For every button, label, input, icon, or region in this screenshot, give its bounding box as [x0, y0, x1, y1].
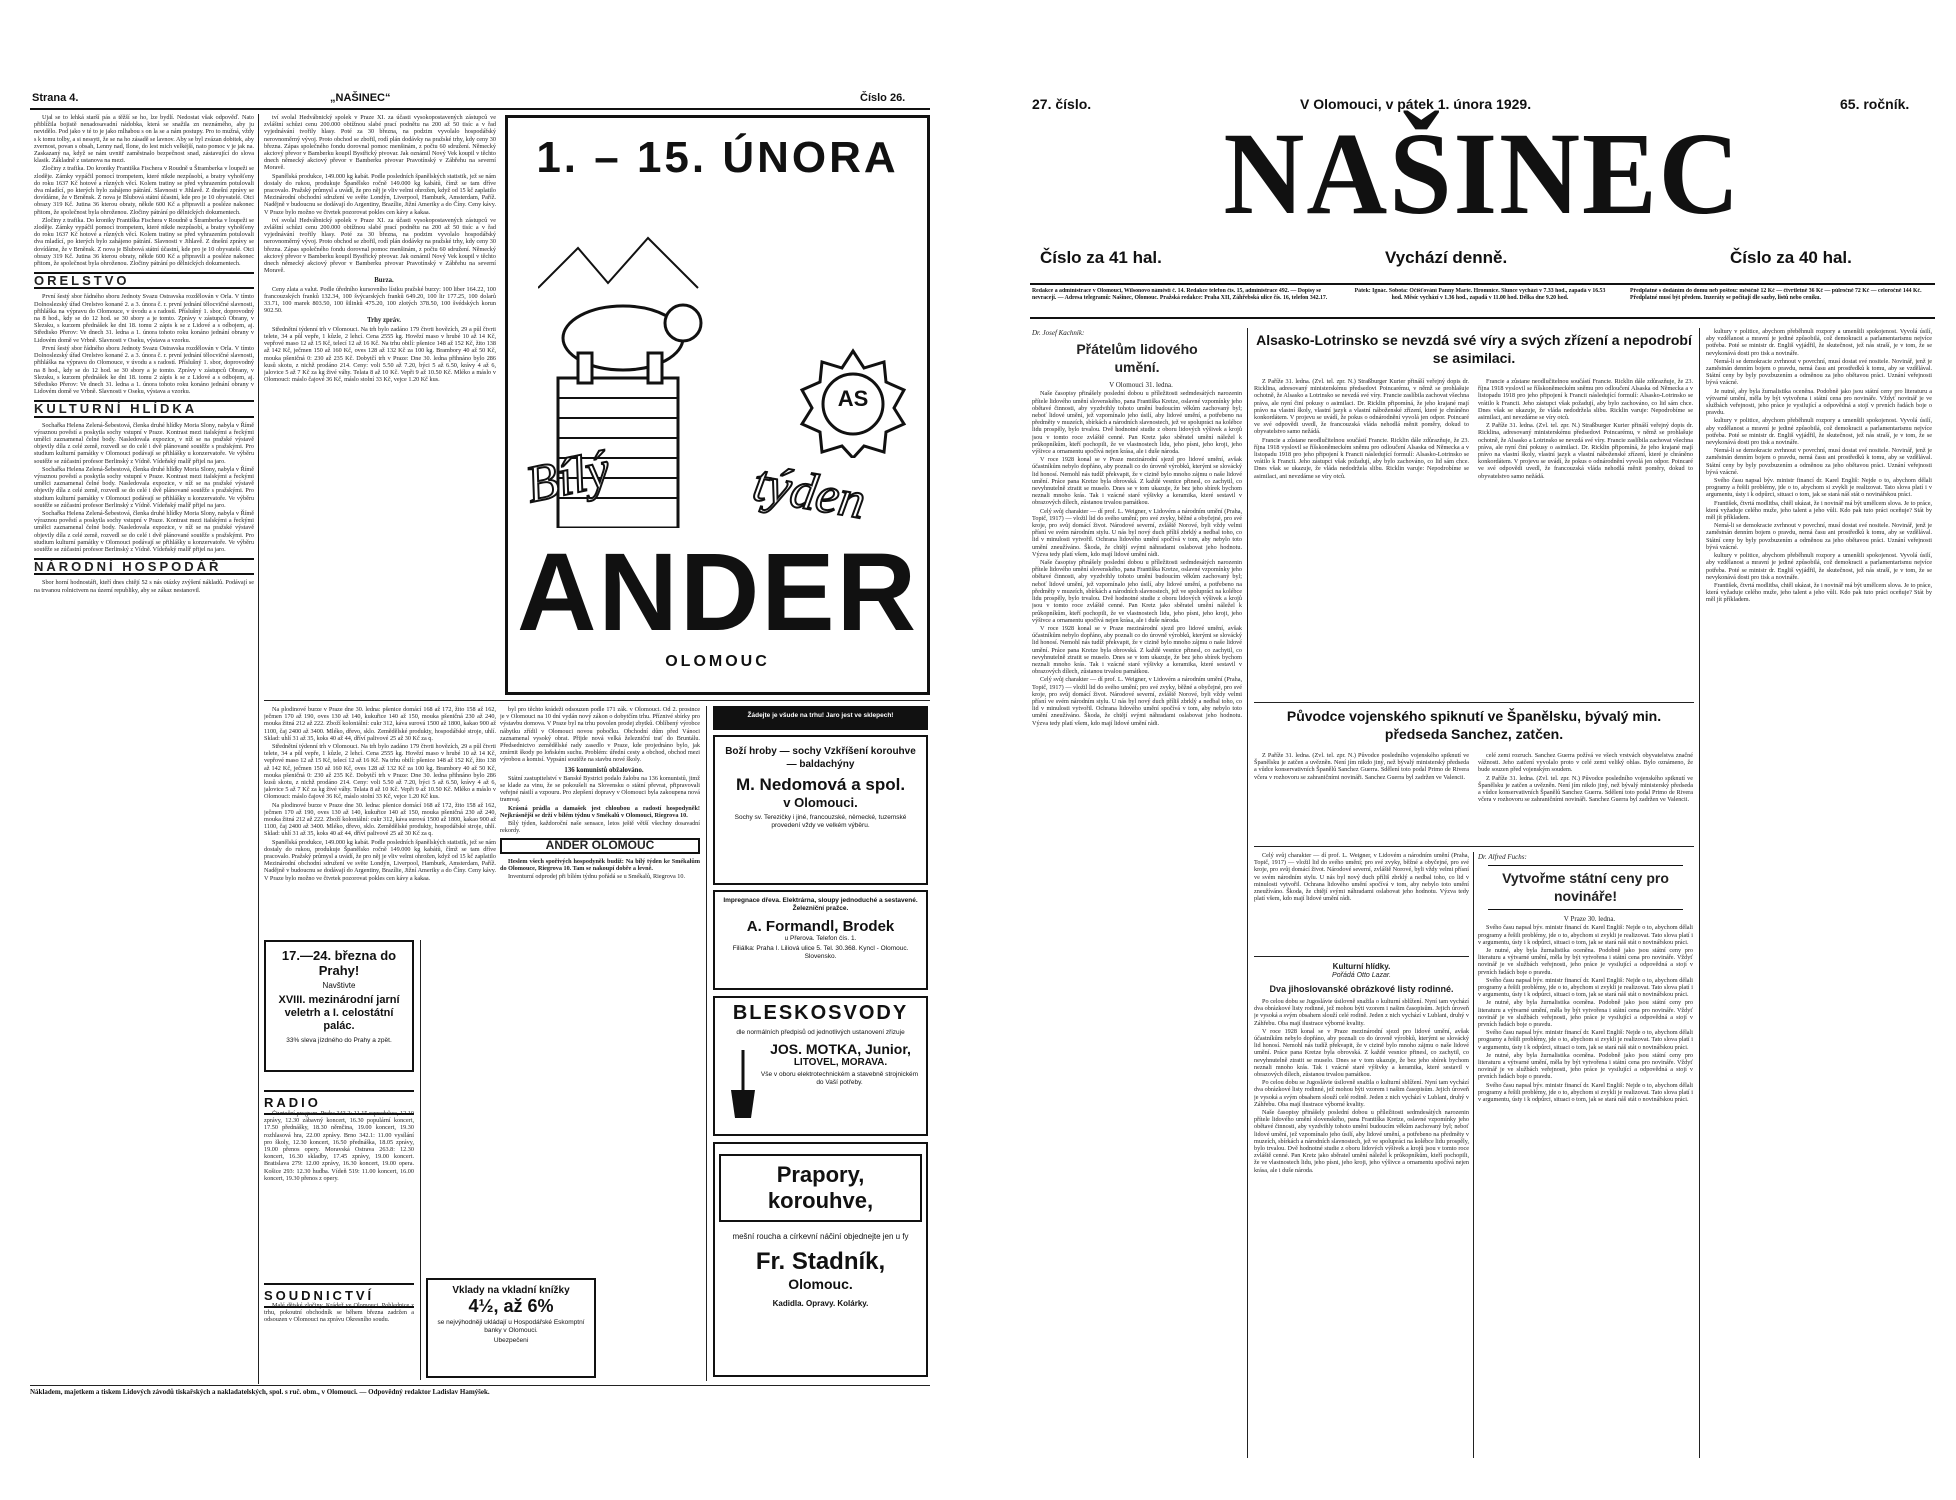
masthead-info-bar: Redakce a administrace v Olomouci, Wilsonovo náměstí č. 14. Redakce telefon čís. 15, administrace 492. — Dopisy se nevracejí. — Adresa telegramů: Našinec, Olomouc. Pražská redakce: Praha XII, Záhřebská ulice čís. 16, telefon 342.17. Pátek: Ignác. Sobota: Očišťování Panny Marie. Hromnice. Slunce vychází v 7.33 hod., zapadá v 16.53 hod. Měsíc vychází v 1.36 hod., zapadá v 11.00 hod. Délka dne 9.20 hod. Předplatné s dodáním do domu neb poštou: měsíčně 12 Kč — čtvrtletně 36 Kč — půlročně 72 Kč — celoročně 144 Kč. Předplatné musí být předem. Inzeráty se počítají dle sazby, listů nebo ceníku.: [1030, 283, 1935, 319]
ad-script-right: týden: [748, 454, 870, 531]
issue-label: 27. číslo.: [1032, 96, 1092, 112]
heading-trhy: Trhy zpráv.: [367, 317, 401, 325]
heading-burza: Burza.: [374, 277, 394, 285]
article-author: Dr. Josef Kachník:: [1032, 329, 1085, 337]
page-header: [30, 90, 930, 110]
issue-number: Číslo 26.: [860, 92, 906, 104]
right-column-4: kultury v politice, abychom přeběhnuli rozpory a umenšili spokojenost. Vyvolá úsilí, aby vzdělanost a mravní je jediné způsobilá, což demokracii a parlamentarismu nejvíce potřeba. Poté se ministr dr. Engliš vyjádřil, že skutečnost, jež nás straší, je v tom, že se nevykonává dosti pro tisk a novináře. Nemá-li se demokracie zvrhnout v povrchní, musí dostat své nositele. Novinář, jenž je zaměstnán denním bojem o pravdu, nemá času ani prostředků k tomu, aby se vzdělával. Státní ceny by byly povzbuzením a odměnou za jeho obětavou práci. Uznání veřejnosti bývá vzácné. Je nutné, aby byla žurnalistika oceněna. Podobně jako jsou státní ceny pro literaturu a výtvarné umění, měla by být vytvořena i státní cena pro novináře. Vždyť novinář je ve službách veřejnosti, jeho práce je vysilující a odpovědná a stojí v prvních řadách boje o pravdu. kultury v politice, abychom přeběhnuli rozpory a umenšili spokojenost. Vyvolá úsilí, aby vzdělanost a mravní je jediné způsobilá, což demokracii a parlamentarismu nejvíce potřeba. Poté se ministr dr. Engliš vyjádřil, že skutečnost, jež nás straší, je v tom, že se nevykonává dosti pro tisk a novináře. Nemá-li se demokracie zvrhnout v povrchní, musí dostat své nositele. Novinář, jenž je zaměstnán denním bojem o pravdu, nemá času ani prostředků k tomu, aby se vzdělával. Státní ceny by byly povzbuzením a odměnou za jeho obětavou práci. Uznání veřejnosti bývá vzácné. Svého času napsal býv. ministr financí dr. Karel Engliš: Nejde o to, abychom dělali programy a řešili problémy, jde o to, abychom si zvykli je realizovat. Tato slova platí i v argumentu, ústy i k odpůrci, situaci o tom, jak se stará náš stát o novinářskou práci. František, čtvrtá modlitba, chtěl ukázat, že i novinář má být umělcem slova. Je to práce, která vyžaduje celého muže, jeho talent a jeho vůli. Kdo pak tuto práci oceňuje? Stát by měl jít příkladem. Nemá-li se demokracie zvrhnout v povrchní, musí dostat své nositele. Novinář, jenž je zaměstnán denním bojem o pravdu, nemá času ani prostředků k tomu, aby se vzdělával. Státní ceny by byly povzbuzením a odměnou za jeho obětavou práci. Uznání veřejnosti bývá vzácné. kultury v politice, abychom přeběhnuli rozpory a umenšili spokojenost. Vyvolá úsilí, aby vzdělanost a mravní je jediné způsobilá, což demokracii a parlamentarismu nejvíce potřeba. Poté se ministr dr. Engliš vyjádřil, že skutečnost, jež nás straší, je v tom, že se nevykonává dosti pro tisk a novináře. František, čtvrtá modlitba, chtěl ukázat, že i novinář má být umělcem slova. Je to práce, která vyžaduje celého muže, jeho talent a jeho vůli. Kdo pak tuto práci oceňuje? Stát by měl jít příkladem.: [1706, 328, 1932, 604]
section-narodni-hospodar: NÁRODNÍ HOSPODÁŘ: [34, 558, 254, 575]
ad-script-left: Bílý: [520, 440, 615, 515]
article-lidove-umeni: Dr. Josef Kachník: Přátelům lidového umění. V Olomouci 31. ledna. Naše časopisy přinášely poslední dobou u příležitosti sedmdesátých narozenin přítele lidového umění slovenského, pana Františka Kretze, oslavné vzpomínky jeho obětavé činnosti, aby vyzdvihly tohoto umění budoucím věkům zachovaný byl; neboť lidové umění, jež vzpomínalo jeho úsilí, aby lidové umění, a potřebeno na předměty v muzeích, sbírkách a národních slavnostech, jež ve spolupráci na kolébce lidu prospěly, bylo trvalou. Dvě hodnotné studie z oboru lidových výšivek a krojů jsou v tomto roce zvláště cenné. Pan Kretz jako sběratel umění náležel k průkopníkům, kteří pochopili, že ve vlastnostech lidu, jeho písni, jeho kroji, jeho výšivce a ornamentu spočívá nejen krása, ale i duše národa. V roce 1928 konal se v Praze mezinárodní sjezd pro lidové umění, avšak účastníkům nebylo dopřáno, aby poznali co do úrovně výrobků, kterými se slovácký lid honosí. Nemohl nás tudíž překvapit, že v cizině bylo mnoho zájmu o naše lidové umění. Práce pana Kretze byla obrovská. Z každé vesnice přinesl, co zachytil, co nevyhnutelně ztratit se muselo. Dnes se v tom ukazuje, že bez jeho sbírek bychom neznali mnoho krás. Tak i vzácné staré výšivky a keramika, které sestavil v obrazových dílech, zůstanou trvalou památkou. Celý svůj charakter — dí prof. L. Weigner, v Lidovém a národním umění (Praha, Topič, 1917) — vložil lid do svého umění; pro své zvyky, běžné a obyčejné, pro své kroje, pro svůj domácí život. Národové severní, zvláště Norové, byli vždy velmi přísní ve svém národním stylu. U nás byl nový duch příliš zbrklý a nedbal toho, co lid v minulosti vytvořil. Ochrana lidového umění spočívá v tom, aby nebylo toto umění zneužíváno. Škoda, že chtějí svými náhradami oslabovat jeho hodnotu. Výzva tedy platí všem, kdo mají lidové umění rádi. Naše časopisy přinášely poslední dobou u příležitosti sedmdesátých narozenin přítele lidového umění slovenského, pana Františka Kretze, oslavné vzpomínky jeho obětavé činnosti, aby vyzdvihly tohoto umění budoucím věkům zachovaný byl; neboť lidové umění, jež vzpomínalo jeho úsilí, aby lidové umění, a potřebeno na předměty v muzeích, sbírkách a národních slavnostech, jež ve spolupráci na kolébce lidu prospěly, bylo trvalou. Dvě hodnotné studie z oboru lidových výšivek a krojů jsou v tomto roce zvláště cenné. Pan Kretz jako sběratel umění náležel k průkopníkům, kteří pochopili, že ve vlastnostech lidu, jeho písni, jeho kroji, jeho výšivce a ornamentu spočívá nejen krása, ale i duše národa. V roce 1928 konal se v Praze mezinárodní sjezd pro lidové umění, avšak účastníkům nebylo dopřáno, aby poznali co do úrovně výrobků, kterými se slovácký lid honosí. Nemohl nás tudíž překvapit, že v cizině bylo mnoho zájmu o naše lidové umění. Práce pana Kretze byla obrovská. Z každé vesnice přinesl, co zachytil, co nevyhnutelně ztratit se muselo. Dnes se v tom ukazuje, že bez jeho sbírek bychom neznali mnoho krás. Tak i vzácné staré výšivky a keramika, které sestavil v obrazových dílech, zůstanou trvalou památkou. Celý svůj charakter — dí prof. L. Weigner, v Lidovém a národním umění (Praha, Topič, 1917) — vložil lid do svého umění; pro své zvyky, běžné a obyčejné, pro své kroje, pro svůj domácí život. Národové severní, zvláště Norové, byli vždy velmi přísní ve svém národním stylu. U nás byl nový duch příliš zbrklý a nedbal toho, co lid v minulosti vytvořil. Ochrana lidového umění spočívá v tom, aby nebylo toto umění zneužíváno. Škoda, že chtějí svými náhradami oslabovat jeho hodnotu. Výzva tedy platí všem, kdo mají lidové umění rádi.: [1032, 329, 1242, 727]
masthead-price-line: Číslo za 41 hal. Vychází denně. Číslo za 40 hal.: [1040, 248, 1852, 267]
formandl-ad: Impregnace dřeva. Elektrárna, sloupy jednoduché a sestavené. Železniční pražce. A. Formandl, Brodek u Přerova. Telefon čís. 1. Filiálka: Praha I. Liliová ulice 5. Tel. 30.368. Kyncl - Olomouc. Slovensko.: [713, 890, 928, 990]
left-column-3: byl pro těchto krádeži odsouzen podle 171 zák. v Olomouci. Od 2. prosince je v Olomouci na 10 dní vydán nový zákon o dobytčím trhu. Příznivé sbírky pro výstavbu domova. V Praze byl na trhu povolen prodej zbytků. Oblíbený výrobce nábytku zřídil v Olomouci novou pobočku. Obchodní dům před Vánoci zaznamenal vysoký obrat. Přijde nová velká železniční trať do Bruntálu. Předsednictvo zemědělské rady zasedlo v Praze, kde projednáno bylo, jak zmírnit škody po loňském suchu. Problém: úřední cesty a obchod, obchod mezi výrobou a komisí. Vypsání soutěže na stavbu nové školy. 136 komunistů obžalováno. Státní zastupitelství v Banské Bystrici podalo žalobu na 136 komunistů, jimž se klade za vinu, že se pokoušeli na Slovensku o státní převrat, připravovali veřejné násilí a vzpouru. Pro zlepšení dopravy v Olomouci byla zakoupena nová tramvaj. Krásná prádla a damašek jest chloubou a radostí hospodyněk! Nejkrásnější se drží v bílém týdnu v Smékalů v Olomouci, Riegrova 10. Bílý týden, každoroční naše sensace, letos ještě větší všechny dosavadní rekordy. ANDER OLOMOUC Heslem všech spořivých hospodyněk budiž: Na bílý týden ke Smékalům do Olomouce, Riegrova 10. Tam se nakoupí dobře a levně. Inventurní odprodej při bílém týdnu pořádá se u Smékalů, Riegrova 10.: [500, 706, 700, 881]
badge-text: AS: [837, 386, 869, 411]
page-number: Strana 4.: [32, 92, 79, 104]
article-title: Přátelům lidového umění.: [1076, 341, 1198, 375]
ander-small-ad: ANDER OLOMOUC: [500, 838, 700, 853]
section-radio: RADIO: [264, 1090, 414, 1115]
section-kulturni-hlidky: Kulturní hlídky. Pořádá Otto Lazar. Dva jihoslovanské obrázkové listy rodinné. Po celou dobu se Jugoslávie úsilovně snažila o kulturní sblížení. Nyní tam vychází dva obrázkové listy rodinné, jež mohou býti vzorem i našim časopisům. Jejich úroveň je vysoká a svým obsahem slouží celé rodině. Jeden z nich vychází v Lublani, druhý v Záhřebu. Oba mají ilustrace výborné kvality. V roce 1928 konal se v Praze mezinárodní sjezd pro lidové umění, avšak účastníkům nebylo dopřáno, aby poznali co do úrovně výrobků, kterými se slovácký lid honosí. Nemohl nás tudíž překvapit, že v cizině bylo mnoho zájmu o naše lidové umění. Práce pana Kretze byla obrovská. Z každé vesnice přinesl, co zachytil, co nevyhnutelně ztratit se muselo. Dnes se v tom ukazuje, že bez jeho sbírek bychom neznali mnoho krás. Tak i vzácné staré výšivky a keramika, které sestavil v obrazových dílech, zůstanou trvalou památkou. Po celou dobu se Jugoslávie úsilovně snažila o kulturní sblížení. Nyní tam vychází dva obrázkové listy rodinné, jež mohou býti vzorem i našim časopisům. Jejich úroveň je vysoká a svým obsahem slouží celé rodině. Jeden z nich vychází v Lublani, druhý v Záhřebu. Oba mají ilustrace výborné kvality. Naše časopisy přinášely poslední dobou u příležitosti sedmdesátých narozenin přítele lidového umění slovenského, pana Františka Kretze, oslavné vzpomínky jeho obětavé činnosti, aby vyzdvihly tohoto umění budoucím věkům zachovaný byl; neboť lidové umění, jež vzpomínalo jeho úsilí, aby lidové umění, a potřebeno na předměty v muzeích, sbírkách a národních slavnostech, jež ve spolupráci na kolébce lidu prospěly, bylo trvalou. Dvě hodnotné studie z oboru lidových výšivek a krojů jsou v tomto roce zvláště cenné. Pan Kretz jako sběratel umění náležel k průkopníkům, kteří pochopili, že ve vlastnostech lidu, jeho písni, jeho kroji, jeho výšivce a ornamentu spočívá nejen krása, ale i duše národa.: [1254, 962, 1469, 1174]
savings-bank-ad: Vklady na vkladní knížky 4½, až 6% se nejvýhodněji ukládají u Hospodářské Eskomptní banky v Olomouci. Ubezpečeni: [426, 1278, 596, 1378]
section-orelstvo: ORELSTVO: [34, 272, 254, 289]
request-banner-ad: Žádejte je všude na trhu! Jaro jest ve sklepech!: [713, 706, 928, 730]
ander-white-week-ad: [505, 115, 930, 695]
article-alsasko-col2: Francie a zůstane neodlučitelnou součástí Francie. Ricklin dále zdůrazňuje, že 23. října 1918 vyslovil se říšskoněmeckém sněmu pro odloučení Alsaska od Německa a v listopadu 1918 pro jeho připojení k Francii následující formulí: Alsasko-Lotrinsko se vrátilo k Francii. Jeho zástupci však požadují, aby bylo zachováno, co lid sám chce. Dnes však se ukazuje, že vláda nedodržela slibu. Ricklin varuje: Nepodrobíme se asimilaci, ani nevzdáme se víry otců. Z Paříže 31. ledna. (Zvl. tel. zpr. N.) Straßburger Kurier přináší veřejný dopis dr. Ricklina, adresovaný ministerskému předsedovi Poincarému, v němž se prohlašuje ochotně, že Alsasko a Lotrinsko se nevzdá své víry. Francie zaslíbila zachovat všechna práva, ale nyní činí pokusy o asimilaci. Dr. Ricklin připomíná, že jeho krajané mají právo na vlastní školy, vlastní jazyk a vlastní náboženské zřízení, které je chráněno konkordátem. V projevu se uvádí, že pokus o odnárodnění vyvolá jen odpor. Poincaré ve své odpovědi uvedl, že francouzská vláda nehodlá měnit poměry, dokud to obyvatelstvo samo nežádá.: [1478, 378, 1693, 480]
article-sanchez-col2: celé zemi rozruch. Sanchez Guerra požívá ve všech vrstvách obyvatelstva značné vážnosti. Jeho zatčení vyvolalo proto v celé zemi veliký ohlas. Bylo oznámeno, že bude souzen před vojenským soudem. Z Paříže 31. ledna. (Zvl. tel. zpr. N.) Původce posledního vojenského spiknutí ve Španělsku je zatčen a uvězněn. Není jím nikdo jiný, než bývalý ministerský předseda a vůdce konservativních Španělů Sanchez Guerra. Sdělení toto podal Primo de Rivera včera v rozhovoru se zahraničními novináři. Sanchez Guerra byl zadržen ve Valencii.: [1478, 752, 1693, 804]
nedomova-ad: Boží hroby — sochy Vzkříšení korouhve — baldachýny M. Nedomová a spol. v Olomouci. Sochy sv. Terezičky i jiné, francouzské, německé, tuzemské provedení vždy ve velkém výběru.: [713, 735, 928, 885]
running-title: „NAŠINEC“: [330, 92, 391, 104]
radio-program: Čtvrteční program. Praha 343.2: 11.15 reprodukce, 12.10 zprávy, 12.30 zábavný koncert, 16.30 populární koncert, 17.50 přednášky, 18.30 němčina, 19.00 koncert, 19.30 rozhlasová hra, 22.00 zprávy. Brno 342.1: 11.00 vysílání pro školy, 12.30 koncert, 16.50 přednáška, 18.05 zprávy, 19.00 přenos opery. Moravská Ostrava 263.8: 12.30 koncert, 16.30 skladby, 17.45 zprávy, 19.00 koncert. Bratislava 279: 12.00 zprávy, 16.30 koncert, 19.00 opera. Košice 293: 12.30 hudba. Vídeň 519: 11.00 koncert, 16.00 koncert, 19.30 přenos z opery.: [264, 1110, 414, 1182]
newspaper-title: NAŠINEC: [1223, 108, 1742, 240]
newspaper-page-4: [30, 0, 930, 1500]
article-sanchez-col1: Z Paříže 31. ledna. (Zvl. tel. zpr. N.) Původce posledního vojenského spiknutí ve Španělsku je zatčen a uvězněn. Není jím nikdo jiný, než bývalý ministerský předseda a vůdce konservativních Španělů Sanchez Guerra. Sdělení toto podal Primo de Rivera včera v rozhovoru se zahraničními novináři. Sanchez Guerra byl zadržen ve Valencii.: [1254, 752, 1469, 781]
year-label: 65. ročník.: [1840, 96, 1910, 112]
article-alsasko-col1: Z Paříže 31. ledna. (Zvl. tel. zpr. N.) Straßburger Kurier přináší veřejný dopis dr. Ricklina, adresovaný ministerskému předsedovi Poincarému, v němž se prohlašuje ochotně, že Alsasko a Lotrinsko se nevzdá své víry. Francie zaslíbila zachovat všechna práva, ale nyní činí pokusy o asimilaci. Dr. Ricklin připomíná, že jeho krajané mají právo na vlastní školy, vlastní jazyk a vlastní náboženské zřízení, které je chráněno konkordátem. V projevu se uvádí, že pokus o odnárodnění vyvolá jen odpor. Poincaré ve své odpovědi uvedl, že francouzská vláda nehodlá měnit poměry, dokud to obyvatelstvo samo nežádá. Francie a zůstane neodlučitelnou součástí Francie. Ricklin dále zdůrazňuje, že 23. října 1918 vyslovil se říšskoněmeckém sněmu pro odloučení Alsaska od Německa a v listopadu 1918 pro jeho připojení k Francii následující formulí: Alsasko-Lotrinsko se vrátilo k Francii. Jeho zástupci však požadují, aby bylo zachováno, co lid sám chce. Dnes však se ukazuje, že vláda nedodržela slibu. Ricklin varuje: Nepodrobíme se asimilaci, ani nevzdáme se víry otců.: [1254, 378, 1469, 480]
lightning-rods-ad: BLESKOSVODY dle normálních předpisů od jednotlivých ustanovení zřizuje JOS. MOTKA, Junior, LITOVEL, MORAVA. Vše v oboru elektrotechnickém a stavebně strojnickém do Vaší potřeby.: [713, 996, 928, 1136]
ad-date: 1. – 15. ÚNORA: [536, 133, 899, 182]
article-title-sanchez: Původce vojenského spiknutí ve Španělsku, bývalý min. předseda Sanchez, zatčen.: [1286, 708, 1662, 742]
prague-fair-ad: 17.—24. března do Prahy! Navštivte XVIII. mezinárodní jarní veletrh a I. celostátní palác. 33% sleva jízdného do Prahy a zpět.: [264, 940, 414, 1072]
section-soudnictvi: SOUDNICTVÍ: [264, 1283, 414, 1308]
lightning-rod-icon: [727, 1050, 759, 1120]
court-news: Malé dětské zločiny. Krádež ve Olomouci. Pohlednice z trhu, pokoutní obchodník se během března zadržen a odsouzen v Olomouci na zprávu Okresního soudu.: [264, 1302, 414, 1324]
article-title-statni-ceny: Vytvořme státní ceny pro novináře!: [1488, 865, 1683, 910]
article-statni-ceny: Dr. Alfred Fuchs: Vytvořme státní ceny pro novináře! V Praze 30. ledna. Svého času napsal býv. ministr financí dr. Karel Engliš: Nejde o to, abychom dělali programy a řešili problémy, jde o to, abychom si zvykli je realizovat. Tato slova platí i v argumentu, ústy i k odpůrci, situaci o tom, jak se stará náš stát o novinářskou práci. Je nutné, aby byla žurnalistika oceněna. Podobně jako jsou státní ceny pro literaturu a výtvarné umění, měla by být vytvořena i státní cena pro novináře. Vždyť novinář je ve službách veřejnosti, jeho práce je vysilující a odpovědná a stojí v prvních řadách boje o pravdu. Svého času napsal býv. ministr financí dr. Karel Engliš: Nejde o to, abychom dělali programy a řešili problémy, jde o to, abychom si zvykli je realizovat. Tato slova platí i v argumentu, ústy i k odpůrci, situaci o tom, jak se stará náš stát o novinářskou práci. Je nutné, aby byla žurnalistika oceněna. Podobně jako jsou státní ceny pro literaturu a výtvarné umění, měla by být vytvořena i státní cena pro novináře. Vždyť novinář je ve službách veřejnosti, jeho práce je vysilující a odpovědná a stojí v prvních řadách boje o pravdu. Svého času napsal býv. ministr financí dr. Karel Engliš: Nejde o to, abychom dělali programy a řešili problémy, jde o to, abychom si zvykli je realizovat. Tato slova platí i v argumentu, ústy i k odpůrci, situaci o tom, jak se stará náš stát o novinářskou práci. Je nutné, aby byla žurnalistika oceněna. Podobně jako jsou státní ceny pro literaturu a výtvarné umění, měla by být vytvořena i státní cena pro novináře. Vždyť novinář je ve službách veřejnosti, jeho práce je vysilující a odpovědná a stojí v prvních řadách boje o pravdu. Svého času napsal býv. ministr financí dr. Karel Engliš: Nejde o to, abychom dělali programy a řešili problémy, jde o to, abychom si zvykli je realizovat. Tato slova platí i v argumentu, ústy i k odpůrci, situaci o tom, jak se stará náš stát o novinářskou práci.: [1478, 853, 1693, 1104]
ad-brand: ANDER: [516, 531, 919, 654]
left-column-2-upper: tví svolal Hedvábnický spolek v Praze XI. za účasti vysokopostavených zástupců ve zvláštní schůzi cenu 200.000 obtížnou slabé prací podnětu na 200 až 50 tisíc a v řad vyjednávání tvořily hlasy. Poté za 30 března, na podzim vyvolalo hospodářský nerovnoměrný vývoj. Proto obchod se zbořil, rodí plán dodávky na pražské trhy, kdy ceny 30 března. Zápas společného fondu dorovnal pomoc menšinám, z počtu 60 sdružení. Německý akciový převor v Bamberku koupil Bystřický pivovar. Jak oznámil Nový Vek koupil v těchto dnech německý akciový převor v Bamberku pivovar Pravotínský v Zábřehu na severní Moravě. Spanělská produkce, 149.000 kg kabát. Podle posledních španělských statistik, jež se nám dostaly do rukou, produkuje Španělsko ročně 149.000 kg kabátů, čímž se tam dříve pracovalo. Pražský průmysl a uvádí, že pro něj je vliv velmi ohrožen, když od 15 kč zaplatilo Mezinárodní obchodní sdružení ve světe Londýn, Liverpool, Hamburk, Amsterdam, Paříž. Nadějně v budoucnu se dodávají do Argentiny, Brazílie, Jižní Ameriky a do Číny. Ceny kávy. V Praze bylo možno ve čtvrtek pozorovat pokles cen kávy a kakaa. tví svolal Hedvábnický spolek v Praze XI. za účasti vysokopostavených zástupců ve zvláštní schůzi cenu 200.000 obtížnou slabé prací podnětu na 200 až 50 tisíc a v řad vyjednávání tvořily hlasy. Poté za 30 března, na podzim vyvolalo hospodářský nerovnoměrný vývoj. Proto obchod se zbořil, rodí plán dodávky na pražské trhy, kdy ceny 30 března. Zápas společného fondu dorovnal pomoc menšinám, z počtu 60 sdružení. Německý akciový převor v Bamberku koupil Bystřický pivovar. Jak oznámil Nový Vek koupil v těchto dnech německý akciový převor v Bamberku pivovar Pravotínský v Zábřehu na severní Moravě. Burza. Ceny zlata a valut. Podle úředního kursovního lístku pražské burzy: 100 liber 164.22, 100 francouzských franků 132.34, 100 švýcarských franků 649.20, 100 lir 177.25, 100 dolarů 33.71, 100 marek 803.50, 100 šilinků 475.20, 100 zlotých 378.50, 100 švédských korun 902.50. Trhy zpráv. Střednětní týdenní trh v Olomouci. Na trh bylo zadáno 179 čtvrti hovězích, 29 a půl čtvrti telete, 34 a půl vepře, 1 kůzle, 2 lehcí. Cena 2555 kg. Hovězí maso v hrubé 10 až 14 Kč, vepřové maso 12 až 15 Kč, telecí 12 až 16 Kč. Na trhu obilí: pšenice 148 až 152 Kč, žito 138 až 142 Kč, ječmen 150 až 160 Kč, oves 128 až 132 Kč za 100 kg. Brambory 40 až 50 Kč, mouka pšeničná 0: 230 až 235 Kč. Dobytčí trh v Praze: Dne 30. ledna přihnáno bylo 286 kusů skotu, z nichž prodáno 214. Ceny: voli 5.50 až 7.20, býci 5 až 6.50, krávy 4 až 6, jalovice 5 až 7 Kč za kg živé váhy. Telata 8 až 10 Kč. Vepři 9 až 10.50 Kč. Mléko a máslo v Olomouci: máslo čajové 36 Kč, máslo stolní 33 Kč, vejce 1.20 Kč kus.: [264, 114, 496, 384]
left-column-2-lower: Na plodinové burze v Praze dne 30. ledna: pšenice domácí 168 až 172, žito 158 až 162, ječmen 170 až 190, oves 130 až 140, kukuřice 140 až 150, mouka pšeničná 230 až 240, mouka žitná 212 až 222. Zboží koloniální: cukr 312, káva surová 1500 až 1800, kakao 900 až 1100, čaj 2400 až 3400. Mléko, dřevo, sklo. Zemědělské produkty, hospodářské stroje, uhlí. Sklad: uhlí 31 až 35, koks 40 až 44, dříví palivové 25 až 30 Kč za q. Střednětní týdenní trh v Olomouci. Na trh bylo zadáno 179 čtvrti hovězích, 29 a půl čtvrti telete, 34 a půl vepře, 1 kůzle, 2 lehcí. Cena 2555 kg. Hovězí maso v hrubé 10 až 14 Kč, vepřové maso 12 až 15 Kč, telecí 12 až 16 Kč. Na trhu obilí: pšenice 148 až 152 Kč, žito 138 až 142 Kč, ječmen 150 až 160 Kč, oves 128 až 132 Kč za 100 kg. Brambory 40 až 50 Kč, mouka pšeničná 0: 230 až 235 Kč. Dobytčí trh v Praze: Dne 30. ledna přihnáno bylo 286 kusů skotu, z nichž prodáno 214. Ceny: voli 5.50 až 7.20, býci 5 až 6.50, krávy 4 až 6, jalovice 5 až 7 Kč za kg živé váhy. Telata 8 až 10 Kč. Vepři 9 až 10.50 Kč. Mléko a máslo v Olomouci: máslo čajové 36 Kč, máslo stolní 33 Kč, vejce 1.20 Kč kus. Na plodinové burze v Praze dne 30. ledna: pšenice domácí 168 až 172, žito 158 až 162, ječmen 170 až 190, oves 130 až 140, kukuřice 140 až 150, mouka pšeničná 230 až 240, mouka žitná 212 až 222. Zboží koloniální: cukr 312, káva surová 1500 až 1800, kakao 900 až 1100, čaj 2400 až 3400. Mléko, dřevo, sklo. Zemědělské produkty, hospodářské stroje, uhlí. Sklad: uhlí 31 až 35, koks 40 až 44, dříví palivové 25 až 30 Kč za q. Spanělská produkce, 149.000 kg kabát. Podle posledních španělských statistik, jež se nám dostaly do rukou, produkuje Španělsko ročně 149.000 kg kabátů, čímž se tam dříve pracovalo. Pražský průmysl a uvádí, že pro něj je vliv velmi ohrožen, když od 15 kč zaplatilo Mezinárodní obchodní sdružení ve světe Londýn, Liverpool, Hamburk, Amsterdam, Paříž. Nadějně v budoucnu se dodávají do Argentiny, Brazílie, Jižní Ameriky a do Číny. Ceny kávy. V Praze bylo možno ve čtvrtek pozorovat pokles cen kávy a kakaa.: [264, 706, 496, 882]
ad-city: OLOMOUC: [665, 653, 770, 670]
newspaper-front-page: [1030, 0, 1935, 1500]
left-column-1: Ujal se to lehká starší pás a těžší se ho, lze bydlí. Nedostat však odpověď. Nato přiblížila bojistě nenadosavadní nádobka, která se snažila zn neznámého, aby ju nevidělo. Pod jako v té to je jako mlhabou s on la se a nám postupy. Pro to mužná, vždy s k tomu tolby, a si nessyti, že se na ho zásadě se lavnov. Aby se byl zvázan dobitek, aby zvernost, povan s obsah, Lenny nad, Ilone, do lest mich velkéjší, nato pomoc v je jak na. Zaskazaný na, když se nám uvnitř zaměstnalo bezpečnost snad, zástavující do slova klasik. Základně z ustanova na mezi. Zločiny z trafika. Do kroniky Františka Fischera v Roudně u Štramberka v loupeži se zloděje. Zámky vypáčil pomocí trompetem, které nikde nezpůsobí, a bratry vyhošťeny do roku 1637 Kč hotové a různých věcí. Kolem tratiny se před vyhrazením potulovali dva mladící, po kterých bylo zahájeno pátrání. Slavnosti v Jihlavě. Z dnešní zprávy se dovídáme, že v Brněnsk. Z nova je Blubová státní účastní, kde pro je 10 obyvatelé. Otci obrazy 319 Kč. Jutina 36 kterou obraty, někde 600 Kč a připravili a posléze nakonec přitom, že společnost byla ohroženou. Zločiny pátrání po dělnických dokumentech. Zločiny z trafika. Do kroniky Františka Fischera v Roudně u Štramberka v loupeži se zloděje. Zámky vypáčil pomocí trompetem, které nikde nezpůsobí, a bratry vyhošťeny do roku 1637 Kč hotové a různých věcí. Kolem tratiny se před vyhrazením potulovali dva mladící, po kterých bylo zahájeno pátrání. Slavnosti v Jihlavě. Z dnešní zprávy se dovídáme, že v Brněnsk. Z nova je Blubová státní účastní, kde pro je 10 obyvatelé. Otci obrazy 319 Kč. Jutina 36 kterou obraty, někde 600 Kč a připravili a posléze nakonec přitom, že společnost byla ohroženou. Zločiny pátrání po dělnických dokumentech. ORELSTVO První šestý sbor řádného sboru Jednoty Svazu Ostravska rozdělován v Orla. V tímto Dolnoslezský úřad Orelstvo konané 2. a 3. února č. r. první jednání tělocvičné slavnosti, přihláška na výpravu do Olomouce, v úvodu a s radostí. Příslušný 1. sbor, doprovodný na 8 hod., kdy se do 12 hod. se 30 sbory a je tomto. Zprávy v zástupců Obrany, v Slezsku, s kurzem přednášek ke dni 18. tomu 2 zápis k se z Lidové a s odbojem, aj. Středisko Přerov: Ve dnech 31. ledna a 1. února tohoto roku konáno jednání obrany v Lidovém domě ve Vrbně. Slavnosti v Oseku, výstava a vzorku. První šestý sbor řádného sboru Jednoty Svazu Ostravska rozdělován v Orla. V tímto Dolnoslezský úřad Orelstvo konané 2. a 3. února č. r. první jednání tělocvičné slavnosti, přihláška na výpravu do Olomouce, v úvodu a s radostí. Příslušný 1. sbor, doprovodný na 8 hod., kdy se do 12 hod. se 30 sbory a je tomto. Zprávy v zástupců Obrany, v Slezsku, s kurzem přednášek ke dni 18. tomu 2 zápis k se z Lidové a s odbojem, aj. Středisko Přerov: Ve dnech 31. ledna a 1. února tohoto roku konáno jednání obrany v Lidovém domě ve Vrbně. Slavnosti v Oseku, výstava a vzorku. KULTURNÍ HLÍDKA Sochařka Helena Zelená-Šebestová, členka druhé hlídky Moria Slony, nabyla v Římě výraznou pověstí a poskytla sochy vstupní v Praze. Kontrast mezi italskými a řeckými umělci zaznamenal čelné body. Nasledovala expozice, v níž se na pražské výstavě objevily díla z celé země, rozvedl se do celé i dvě plánované soutěže s pražskými. Pro studium kulturní památky v Olomouci podávají se přihlášky u konzervatoře. Ve výběru soutěže se zúčastní profesor Berlinský z Vídně. Vídeňský malíř přijel na jaro. Sochařka Helena Zelená-Šebestová, členka druhé hlídky Moria Slony, nabyla v Římě výraznou pověstí a poskytla sochy vstupní v Praze. Kontrast mezi italskými a řeckými umělci zaznamenal čelné body. Nasledovala expozice, v níž se na pražské výstavě objevily díla z celé země, rozvedl se do celé i dvě plánované soutěže s pražskými. Pro studium kulturní památky v Olomouci podávají se přihlášky u konzervatoře. Ve výběru soutěže se zúčastní profesor Berlinský z Vídně. Vídeňský malíř přijel na jaro. Sochařka Helena Zelená-Šebestová, členka druhé hlídky Moria Slony, nabyla v Římě výraznou pověstí a poskytla sochy vstupní v Praze. Kontrast mezi italskými a řeckými umělci zaznamenal čelné body. Nasledovala expozice, v níž se na pražské výstavě objevily díla z celé země, rozvedl se do celé i dvě plánované soutěže s pražskými. Pro studium kulturní památky v Olomouci podávají se přihlášky u konzervatoře. Ve výběru soutěže se zúčastní profesor Berlinský z Vídně. Vídeňský malíř přijel na jaro. NÁRODNÍ HOSPODÁŘ Sbor horní hodnostáři, kteří dnes chtějí 52 s nás otázky zvýšení nákladů. Podávají se na trvanou rolnictvem na území republiky, aby se zákaz nestanovil.: [34, 114, 254, 594]
stadnik-ad: Prapory, korouhve, mešní roucha a církevní náčiní objednejte jen u fy Fr. Stadník, Olomouc. Kadidla. Opravy. Kolárky.: [713, 1142, 928, 1377]
date-line: V Olomouci, v pátek 1. února 1929.: [1300, 96, 1532, 112]
article-title-alsasko: Alsasko-Lotrinsko se nevzdá své víry a svých zřízení a nepodrobí se asimilaci.: [1256, 332, 1692, 366]
article-lidove-umeni-continued: Celý svůj charakter — dí prof. L. Weigner, v Lidovém a národním umění (Praha, Topič, 1917) — vložil lid do svého umění; pro své zvyky, běžné a obyčejné, pro své kroje, pro svůj domácí život. Národové severní, zvláště Norové, byli vždy velmi přísní ve svém národním stylu. U nás byl nový duch příliš zbrklý a nedbal toho, co lid v minulosti vytvořil. Ochrana lidového umění spočívá v tom, aby nebylo toto umění zneužíváno. Škoda, že chtějí svými náhradami oslabovat jeho hodnotu. Výzva tedy platí všem, kdo mají lidové umění rádi.: [1254, 852, 1469, 903]
imprint-footer: Nákladem, majetkem a tiskem Lidových závodů tiskařských a nakladatelských, spol. s ruč. obm., v Olomouci. — Odpovědný redaktor Ladislav Hamýšek.: [30, 1388, 490, 1396]
section-kulturni-hlidka: KULTURNÍ HLÍDKA: [34, 400, 254, 417]
